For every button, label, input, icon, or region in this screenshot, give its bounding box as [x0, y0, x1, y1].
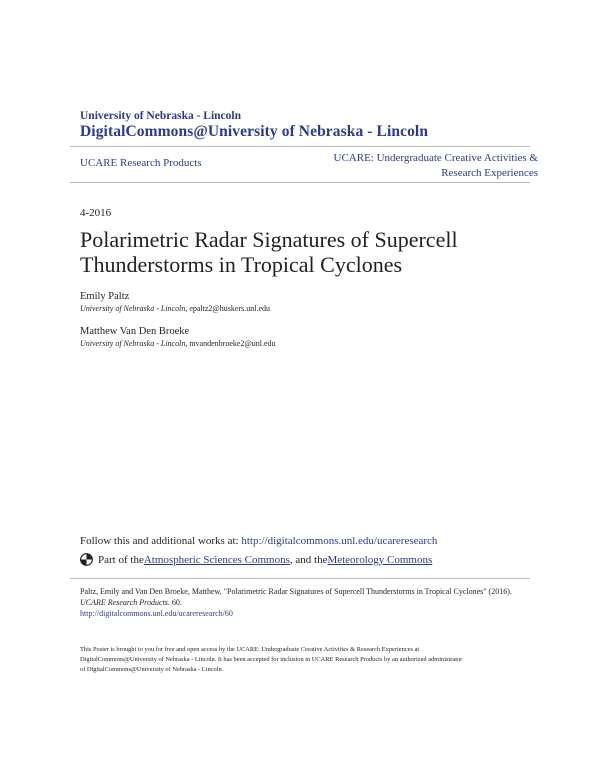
repository-name[interactable]: DigitalCommons@University of Nebraska - Lincoln: [80, 123, 429, 140]
citation-series: UCARE Research Products: [80, 598, 168, 607]
part-of-prefix: Part of the: [98, 553, 144, 566]
follow-prefix: Follow this and additional works at:: [80, 535, 242, 547]
meteorology-commons-link[interactable]: Meteorology Commons: [327, 553, 433, 566]
follow-line: [80, 535, 437, 547]
author-block-1: [80, 291, 270, 313]
access-statement: [80, 645, 525, 675]
author-affiliation: University of Nebraska - Lincoln, mvandenbroeke2@unl.edu: [80, 339, 276, 348]
series-right-line1: UCARE: Undergraduate Creative Activities &: [333, 152, 538, 164]
citation-url-link[interactable]: http://digitalcommons.unl.edu/ucareresearch/60: [80, 609, 233, 618]
affiliation-text: University of Nebraska - Lincoln: [80, 339, 186, 348]
access-line2: DigitalCommons@University of Nebraska - Lincoln. It has been accepted for inclusion in UCARE Research Products by an authorized administrator: [80, 656, 463, 663]
header-rule-bottom: [70, 182, 530, 183]
author-block-2: [80, 326, 276, 348]
citation-rule: [70, 578, 530, 579]
access-line3: of DigitalCommons@University of Nebraska - Lincoln.: [80, 666, 224, 673]
institution-name[interactable]: University of Nebraska - Lincoln: [80, 110, 241, 122]
follow-url-link[interactable]: http://digitalcommons.unl.edu/ucareresearch: [241, 535, 438, 547]
series-link-ucare-research-products[interactable]: UCARE Research Products: [80, 157, 202, 169]
series-right-line2: Research Experiences: [441, 167, 538, 179]
citation-line1: Paltz, Emily and Van Den Broeke, Matthew, "Polarimetric Radar Signatures of Supercell Thunderstorms in Tropical Cyclones" (2016).: [80, 587, 512, 596]
publication-date: 4-2016: [80, 207, 112, 219]
and-the-text: , and the: [289, 553, 328, 566]
citation-suffix: . 60.: [167, 598, 182, 607]
author-affiliation: University of Nebraska - Lincoln, epaltz2@huskers.unl.edu: [80, 304, 271, 313]
recommended-citation: [80, 586, 525, 619]
access-line1: This Poster is brought to you for free and open access by the UCARE: Undergraduate Creative Activities & Research Experiences at: [80, 646, 420, 653]
atmospheric-sciences-commons-link[interactable]: Atmospheric Sciences Commons: [143, 553, 290, 566]
title-line2: Thunderstorms in Tropical Cyclones: [80, 252, 403, 277]
affiliation-text: University of Nebraska - Lincoln: [80, 304, 186, 313]
author-name: Emily Paltz: [80, 291, 130, 302]
network-commons-icon: [80, 553, 93, 566]
series-link-ucare-program[interactable]: [308, 151, 538, 181]
author-email: mvandenbroeke2@unl.edu: [189, 339, 276, 348]
author-name: Matthew Van Den Broeke: [80, 326, 190, 337]
document-title: [80, 227, 520, 277]
citation-line2: [80, 597, 525, 608]
part-of-line: [80, 553, 432, 566]
author-email: epaltz2@huskers.unl.edu: [189, 304, 271, 313]
header-rule-top: [70, 146, 530, 147]
title-line1: Polarimetric Radar Signatures of Supercell: [80, 227, 458, 252]
